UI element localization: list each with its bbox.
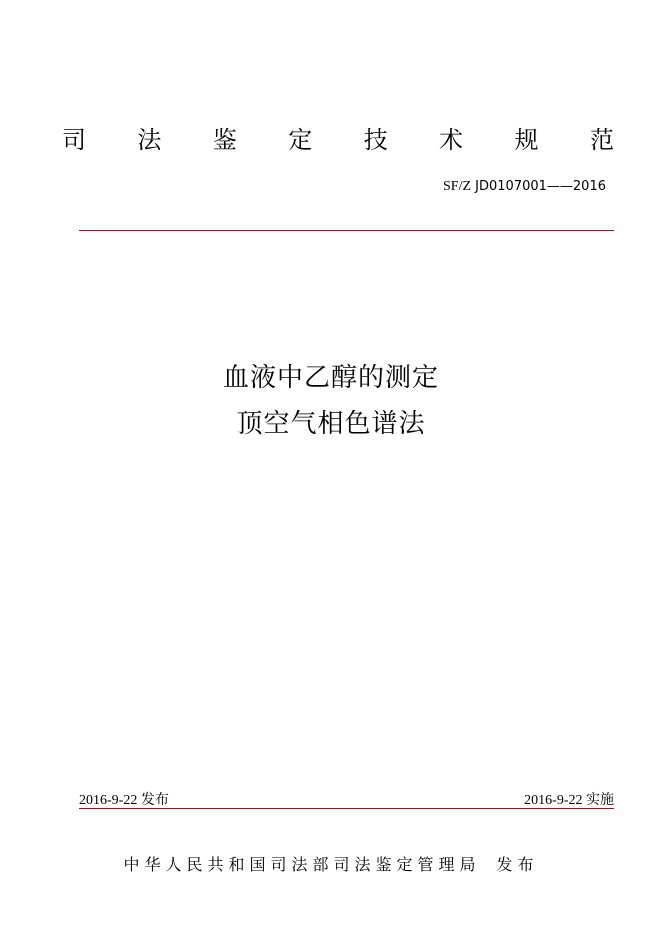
effective-date: 2016-9-22 实施 [524, 793, 614, 808]
title-line-1: 血液中乙醇的测定 [222, 363, 439, 393]
standard-code [443, 179, 606, 195]
issuer-action: 发布 [496, 855, 539, 874]
series-title-char: 定 [288, 126, 313, 154]
series-title-char: 司 [62, 126, 86, 154]
series-title-char: 规 [514, 126, 539, 154]
series-title-char: 术 [439, 126, 464, 154]
publish-date: 2016-9-22 发布 [79, 793, 169, 808]
series-title-char: 法 [137, 126, 162, 154]
series-title-char: 技 [363, 126, 388, 154]
footer-divider [79, 808, 614, 809]
date-row [79, 789, 614, 809]
standard-code-prefix: SF/Z [443, 179, 472, 194]
series-title-char: 鉴 [212, 126, 237, 154]
title-line-2: 顶空气相色谱法 [236, 409, 426, 439]
issuer-name: 中华人民共和国司法部司法鉴定管理局 [123, 855, 481, 874]
series-title [60, 120, 616, 160]
document-title [0, 355, 662, 447]
series-title-char: 范 [589, 126, 614, 154]
standard-code-number: JD0107001——2016 [475, 179, 606, 194]
issuer-line [0, 852, 662, 875]
header-divider [79, 230, 614, 231]
